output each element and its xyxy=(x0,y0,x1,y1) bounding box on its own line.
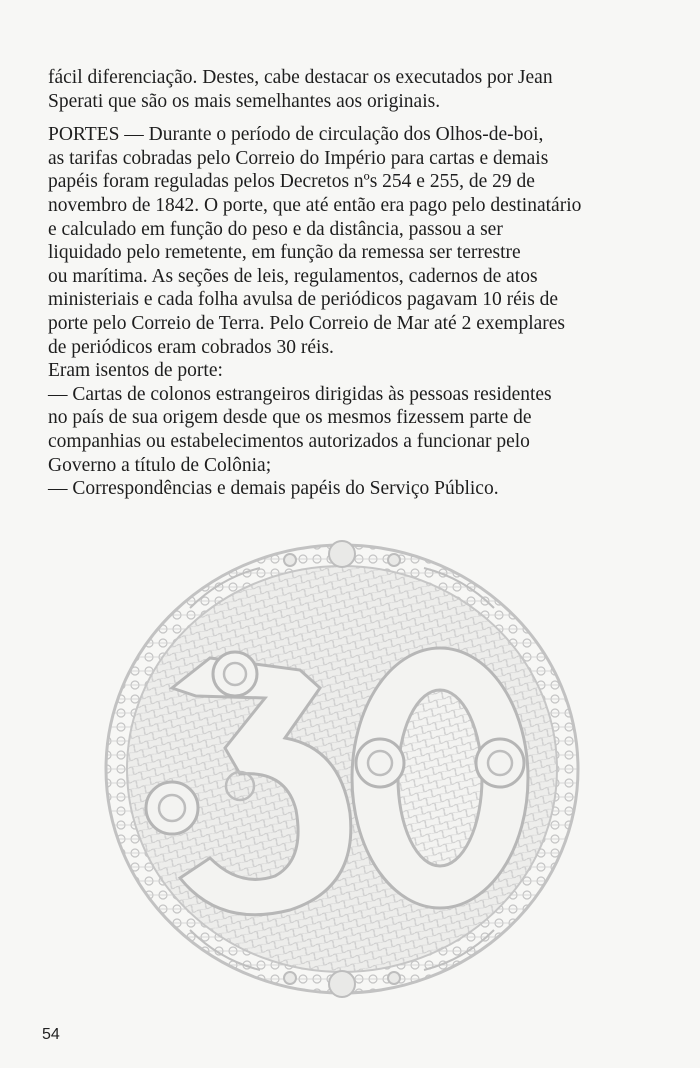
text-line: Governo a título de Colônia; xyxy=(48,454,272,476)
text-line: liquidado pelo remetente, em função da remessa ser terrestre xyxy=(48,242,521,264)
text-line: ou marítima. As seções de leis, regulamentos, cadernos de atos xyxy=(48,265,538,287)
text-line: no país de sua origem desde que os mesmos fizessem parte de xyxy=(48,407,532,429)
body-text xyxy=(48,66,648,501)
text-line: novembro de 1842. O porte, que até então era pago pelo destinatário xyxy=(48,194,582,216)
text-line: — Correspondências e demais papéis do Serviço Público. xyxy=(48,478,499,500)
text-line: as tarifas cobradas pelo Correio do Império para cartas e demais xyxy=(48,147,549,169)
text-line: Eram isentos de porte: xyxy=(48,360,223,382)
paragraph-1 xyxy=(48,66,648,113)
text-line: papéis foram reguladas pelos Decretos nºs 254 e 255, de 29 de xyxy=(48,171,535,193)
text-line: ministeriais e cada folha avulsa de periódicos pagavam 10 réis de xyxy=(48,289,559,311)
page-number: 54 xyxy=(42,1026,60,1043)
paragraph-portes xyxy=(48,123,648,501)
text-line: fácil diferenciação. Destes, cabe destacar os executados por Jean xyxy=(48,67,553,88)
text-line: de periódicos eram cobrados 30 réis. xyxy=(48,336,334,358)
text-line: companhias ou estabelecimentos autorizados a funcionar pelo xyxy=(48,430,530,452)
text-line: porte pelo Correio de Terra. Pelo Correio de Mar até 2 exemplares xyxy=(48,312,565,334)
text-line: e calculado em função do peso e da distância, passou a ser xyxy=(48,218,503,240)
text-line: PORTES — Durante o período de circulação dos Olhos-de-boi, xyxy=(48,124,544,146)
text-line: — Cartas de colonos estrangeiros dirigidas às pessoas residentes xyxy=(48,383,552,405)
olho-de-boi-stamp-icon xyxy=(100,538,584,1000)
text-line: Sperati que são os mais semelhantes aos originais. xyxy=(48,90,441,112)
